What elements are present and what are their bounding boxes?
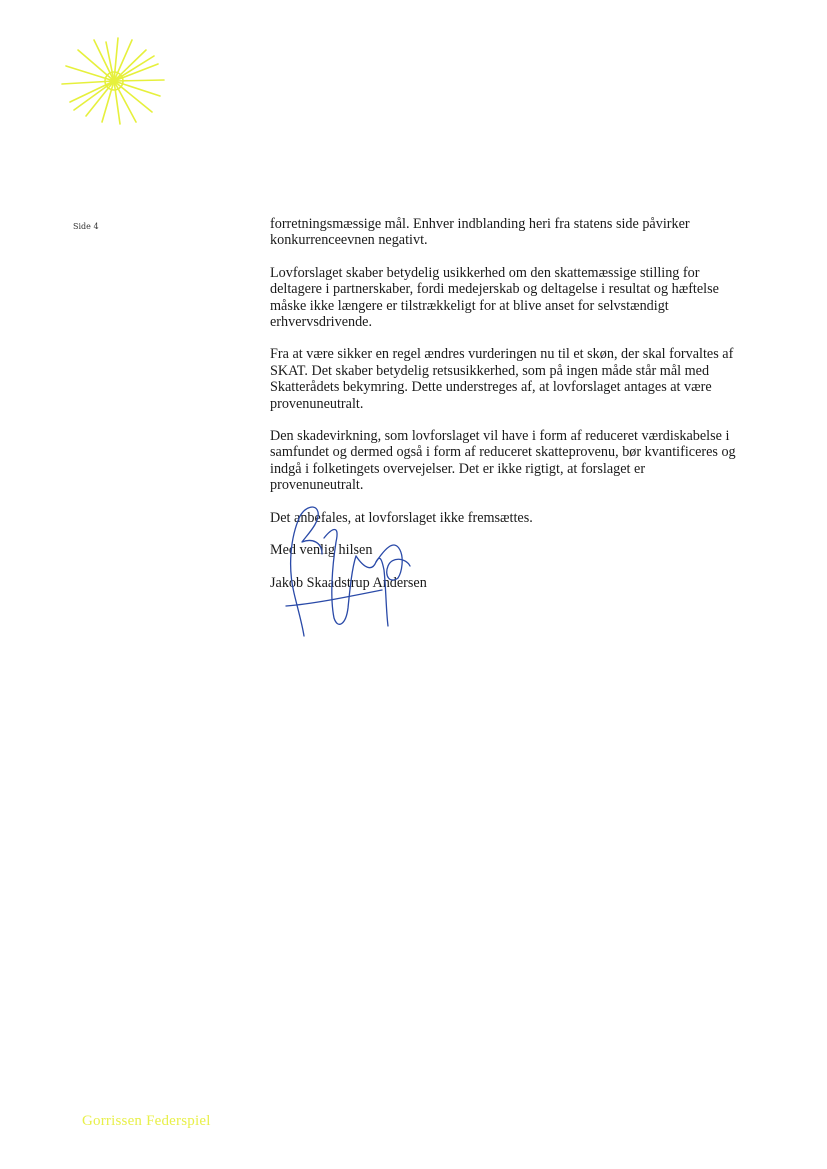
body-paragraph: Lovforslaget skaber betydelig usikkerhed om den skattemæssige stilling for deltagere i partnerskaber, fordi medejerskab og deltagelse i resultat og hæftelse måske ikke længere er tilstrækkeligt for at blive anset for selvstændigt erhvervsdrivende. — [270, 264, 719, 331]
sun-rays-icon — [58, 36, 168, 126]
footer-brand-logo: Gorrissen Federspiel — [82, 1113, 211, 1129]
body-paragraph: forretningsmæssige mål. Enhver indblanding heri fra statens side påvirker konkurrenceevnen negativt. — [270, 216, 690, 249]
page-number: Side 4 — [73, 222, 99, 231]
body-paragraph: Den skadevirkning, som lovforslaget vil have i form af reduceret værdiskabelse i samfundet og dermed også i form af reduceret skatteprovenu, bør kvantificeres og indgå i folketingets overvejelser. Det er ikke rigtigt, at forslaget er provenuneutralt. — [270, 428, 736, 494]
body-paragraph: Fra at være sikker en regel ændres vurderingen nu til et skøn, der skal forvaltes af SKAT. Det skaber betydelig retsusikkerhed, som på ingen måde står mål med Skatterådets bekymring. Dette understreges af, at lovforslaget antages at være provenuneutralt. — [270, 346, 734, 412]
signer-name: Jakob Skaadstrup Andersen — [270, 574, 427, 591]
handwritten-signature — [272, 498, 462, 648]
recommendation-line: Det anbefales, at lovforslaget ikke fremsættes. — [270, 509, 533, 526]
closing-greeting: Med venlig hilsen — [270, 542, 373, 559]
